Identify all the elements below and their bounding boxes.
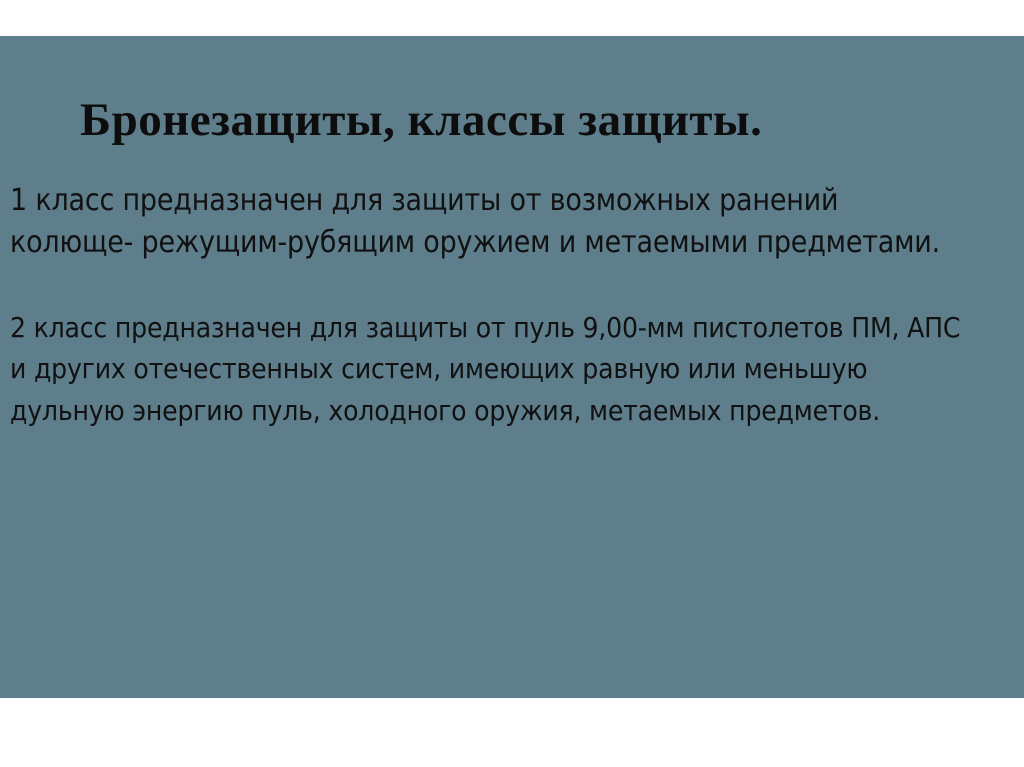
- slide-canvas: [0, 36, 1024, 698]
- top-margin-band: [0, 0, 1024, 36]
- slide-title: Бронезащиты, классы защиты.: [80, 94, 763, 146]
- paragraph-class-1: 1 класс предназначен для защиты от возможных ранений колюще- режущим-рубящим оружием и метаемыми предметами.: [10, 182, 940, 261]
- bottom-margin-band: [0, 698, 1024, 767]
- slide-content: [0, 36, 1024, 431]
- paragraph-class-2: 2 класс предназначен для защиты от пуль 9,00-мм пистолетов ПМ, АПС и других отечественных систем, имеющих равную или меньшую дульную энергию пуль, холодного оружия, метаемых предметов.: [10, 310, 961, 427]
